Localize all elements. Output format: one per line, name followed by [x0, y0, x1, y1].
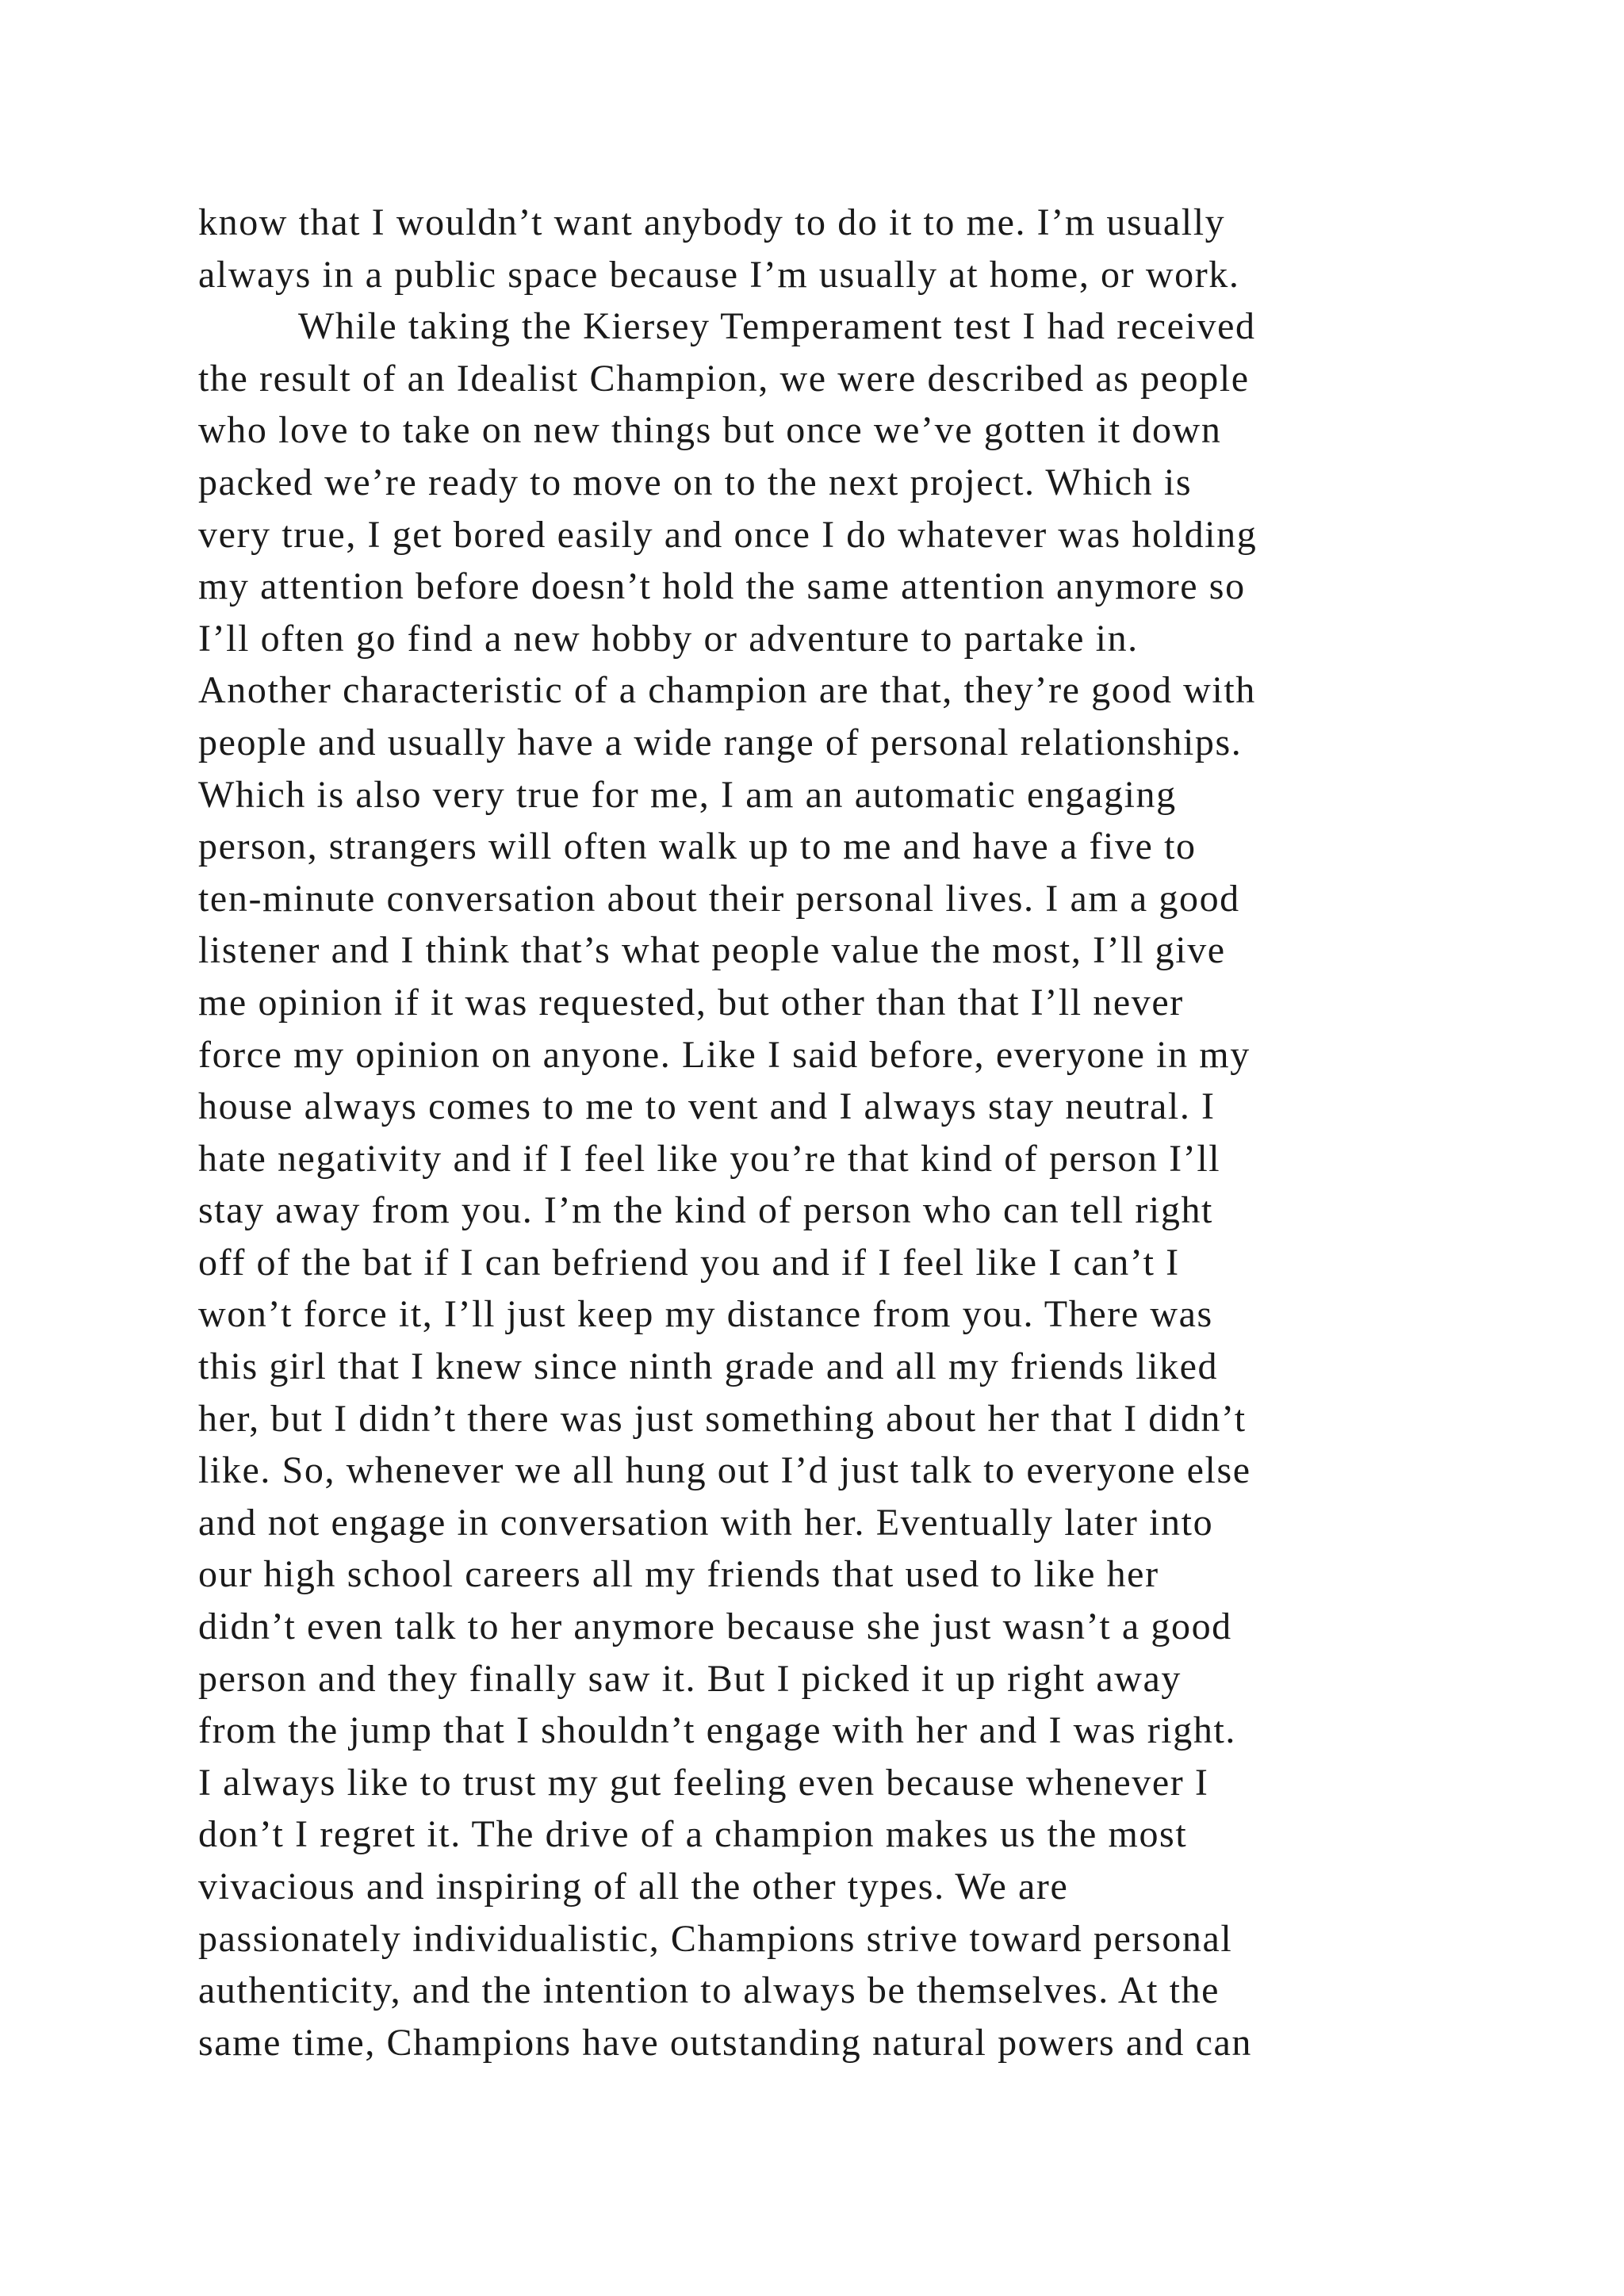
text-line: person, strangers will often walk up to me and have a five to [198, 825, 1197, 868]
text-line: listener and I think that’s what people value the most, I’ll give [198, 929, 1226, 972]
text-line: me opinion if it was requested, but other than that I’ll never [198, 981, 1184, 1024]
text-line: force my opinion on anyone. Like I said before, everyone in my [198, 1033, 1251, 1076]
text-line: hate negativity and if I feel like you’re that kind of person I’ll [198, 1137, 1221, 1180]
text-line: our high school careers all my friends that used to like her [198, 1553, 1159, 1596]
text-line: same time, Champions have outstanding natural powers and can [198, 2021, 1253, 2064]
text-line: authenticity, and the intention to always be themselves. At the [198, 1969, 1220, 2012]
text-line: stay away from you. I’m the kind of person who can tell right [198, 1189, 1213, 1232]
text-line: Another characteristic of a champion are that, they’re good with [198, 669, 1256, 712]
text-line: passionately individualistic, Champions strive toward personal [198, 1917, 1233, 1960]
paragraph-start-line: While taking the Kiersey Temperament test I had received [298, 305, 1256, 348]
text-line: Which is also very true for me, I am an automatic engaging [198, 773, 1177, 816]
text-line: my attention before doesn’t hold the same attention anymore so [198, 565, 1246, 608]
text-line: very true, I get bored easily and once I do whatever was holding [198, 513, 1258, 556]
text-line: didn’t even talk to her anymore because she just wasn’t a good [198, 1605, 1232, 1648]
text-line: her, but I didn’t there was just something about her that I didn’t [198, 1397, 1247, 1440]
text-line: who love to take on new things but once we’ve gotten it down [198, 409, 1222, 452]
text-line: don’t I regret it. The drive of a champion makes us the most [198, 1813, 1188, 1856]
text-line: know that I wouldn’t want anybody to do it to me. I’m usually [198, 201, 1226, 243]
text-line: ten-minute conversation about their personal lives. I am a good [198, 877, 1240, 920]
text-line: vivacious and inspiring of all the other types. We are [198, 1866, 1069, 1908]
text-line: I’ll often go find a new hobby or adventure to partake in. [198, 617, 1139, 660]
text-line: this girl that I knew since ninth grade and all my friends liked [198, 1345, 1219, 1388]
text-line: packed we’re ready to move on to the next project. Which is [198, 461, 1193, 503]
text-line: off of the bat if I can befriend you and if I feel like I can’t I [198, 1241, 1180, 1284]
text-line: people and usually have a wide range of personal relationships. [198, 721, 1243, 763]
body-text [198, 197, 1467, 2068]
text-line: always in a public space because I’m usually at home, or work. [198, 253, 1240, 296]
text-line: the result of an Idealist Champion, we were described as people [198, 357, 1250, 400]
text-line: person and they finally saw it. But I picked it up right away [198, 1657, 1182, 1700]
text-line: I always like to trust my gut feeling even because whenever I [198, 1761, 1209, 1804]
text-line: and not engage in conversation with her. Eventually later into [198, 1501, 1214, 1544]
text-line: from the jump that I shouldn’t engage with her and I was right. [198, 1709, 1236, 1752]
text-line: won’t force it, I’ll just keep my distance from you. There was [198, 1293, 1213, 1336]
text-line: like. So, whenever we all hung out I’d just talk to everyone else [198, 1449, 1251, 1492]
text-line: house always comes to me to vent and I always stay neutral. I [198, 1085, 1216, 1128]
